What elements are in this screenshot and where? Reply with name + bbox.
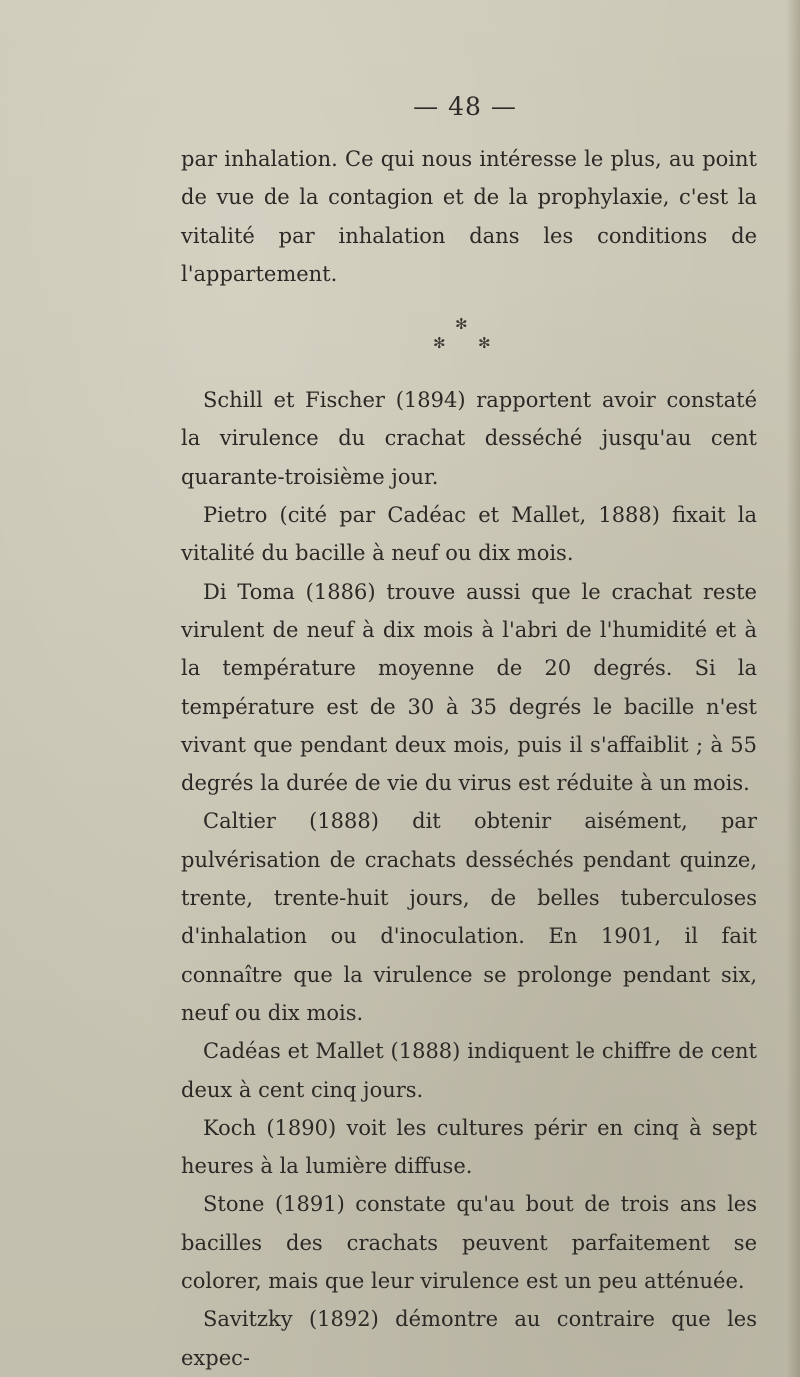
paragraph: Schill et Fischer (1894) rapportent avoir constaté la virulence du crachat desséché jusqu'au cent quarante-troisième jour. <box>181 388 757 489</box>
paragraph: Stone (1891) constate qu'au bout de trois ans les bacilles des crachats peuvent parfaitement se colorer, mais que leur virulence est un peu atténuée. <box>181 1192 757 1294</box>
body-text <box>181 140 757 1377</box>
paragraph: par inhalation. Ce qui nous intéresse le plus, au point de vue de la contagion et de la prophylaxie, c'est la vitalité par inhalation dans les conditions de l'appartement. <box>181 147 757 286</box>
section-break-asterism <box>181 297 757 373</box>
paragraph: Di Toma (1886) trouve aussi que le crachat reste virulent de neuf à dix mois à l'abri de l'humidité et à la température moyenne de 20 degrés. Si la température est de 30 à 35 degrés le bacille n'est vivant que pendant deux mois, puis il s'affaiblit ; à 55 degrés la durée de vie du virus est réduite à un mois. <box>181 579 757 796</box>
asterisk-icon: ✻ <box>478 334 491 353</box>
asterisk-icon: ✻ <box>455 315 468 334</box>
paragraph: Koch (1890) voit les cultures périr en cinq à sept heures à la lumière diffuse. <box>181 1115 757 1179</box>
paragraph: Cadéas et Mallet (1888) indiquent le chiffre de cent deux à cent cinq jours. <box>181 1039 757 1102</box>
paragraph: Pietro (cité par Cadéac et Mallet, 1888) fixait la vitalité du bacille à neuf ou dix mois. <box>181 503 757 566</box>
page-number: — 48 — <box>413 92 517 121</box>
paragraph: Savitzky (1892) démontre au contraire que les expec- <box>181 1307 757 1370</box>
asterisk-icon: ✻ <box>433 334 446 353</box>
paragraph: Caltier (1888) dit obtenir aisément, par pulvérisation de crachats desséchés pendant quinze, trente, trente-huit jours, de belles tuberculoses d'inhalation ou d'inoculation. En 1901, il fait connaître que la virulence se prolonge pendant six, neuf ou dix mois. <box>181 809 757 1025</box>
page-edge-shadow <box>786 0 800 1377</box>
